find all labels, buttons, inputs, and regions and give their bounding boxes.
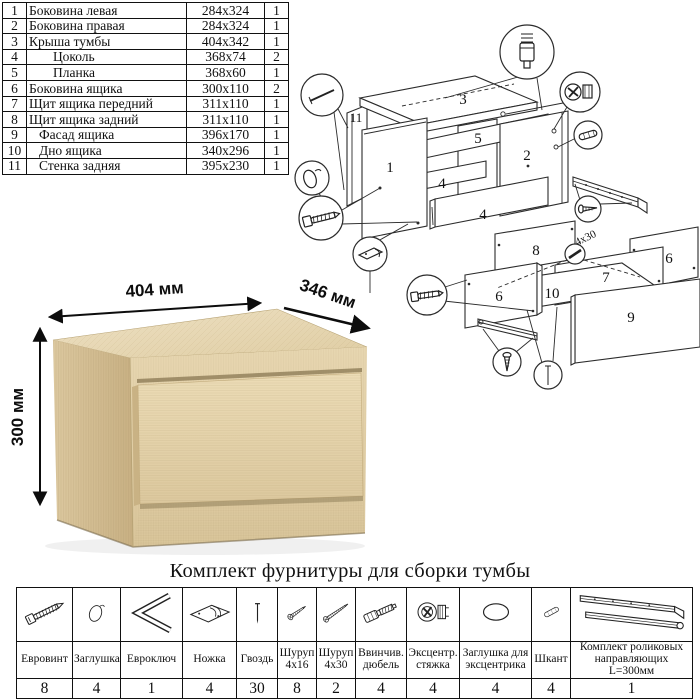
- part-size: 340x296: [187, 143, 265, 159]
- part-size: 300x110: [187, 80, 265, 96]
- diagram-label: 7: [602, 270, 610, 286]
- hardware-qty: 4: [183, 678, 237, 698]
- hex-key-icon: [123, 588, 181, 636]
- part-qty: 1: [265, 3, 289, 19]
- part-size: 396x170: [187, 127, 265, 143]
- part-num: 4: [3, 49, 27, 65]
- hardware-qty: 8: [278, 678, 317, 698]
- hardware-icon-cell: [356, 588, 407, 642]
- nail-icon: [239, 588, 276, 636]
- part-size: 404x342: [187, 34, 265, 50]
- threaded-dowel-icon: [357, 588, 405, 636]
- part-qty: 1: [265, 96, 289, 112]
- width-arrow: [50, 303, 260, 317]
- hardware-label: Ввинчив. дюбель: [356, 642, 407, 679]
- table-row: [3, 127, 289, 143]
- part-num: 10: [3, 143, 27, 159]
- hardware-qty: 4: [407, 678, 460, 698]
- hardware-label: Заглушка для эксцентрика: [460, 642, 532, 679]
- part-name: Боковина левая: [27, 3, 187, 19]
- hardware-qty: 30: [237, 678, 278, 698]
- cam-cover-icon: [466, 588, 526, 636]
- nail-callout-2: [527, 307, 562, 389]
- part-size: 311x110: [187, 96, 265, 112]
- hardware-icon-cell: [571, 588, 693, 642]
- table-row: [3, 3, 289, 19]
- part-size: 284x324: [187, 18, 265, 34]
- table-row: [3, 34, 289, 50]
- hardware-icon-cell: [17, 588, 73, 642]
- table-row: [3, 49, 289, 65]
- table-row: [3, 112, 289, 128]
- part-num: 7: [3, 96, 27, 112]
- table-row: [3, 96, 289, 112]
- part-qty: 1: [265, 112, 289, 128]
- part-name: Дно ящика: [27, 143, 187, 159]
- table-row: [3, 158, 289, 174]
- hardware-icon-cell: [460, 588, 532, 642]
- diagram-label: 1: [386, 160, 394, 176]
- hardware-icon-cell: [237, 588, 278, 642]
- part-num: 9: [3, 127, 27, 143]
- width-dimension-label: 404 мм: [124, 278, 185, 302]
- part-name: Крыша тумбы: [27, 34, 187, 50]
- diagram-label: 11: [349, 110, 363, 125]
- hardware-qty: 4: [356, 678, 407, 698]
- hardware-label: Шкант: [532, 642, 571, 679]
- table-row: [3, 143, 289, 159]
- part-name: Стенка задняя: [27, 158, 187, 174]
- hardware-label-row: [17, 642, 693, 679]
- part-size: 395x230: [187, 158, 265, 174]
- part-num: 5: [3, 65, 27, 81]
- cam-lock-icon: [565, 84, 592, 100]
- part-name: Щит ящика передний: [27, 96, 187, 112]
- hardware-label: Ножка: [183, 642, 237, 679]
- part-name: Боковина ящика: [27, 80, 187, 96]
- diagram-label: 3: [459, 92, 467, 108]
- hardware-label: Шуруп 4x30: [317, 642, 356, 679]
- part-name: Боковина правая: [27, 18, 187, 34]
- part-name: Планка: [27, 65, 187, 81]
- height-dimension-label: 300 мм: [8, 387, 27, 447]
- hardware-icon-cell: [532, 588, 571, 642]
- part-qty: 1: [265, 158, 289, 174]
- diagram-label: 4x30: [573, 228, 599, 249]
- cam-lock-icon: [408, 588, 458, 636]
- diagram-label: 8: [532, 243, 540, 259]
- screw-small-icon: [280, 588, 315, 636]
- panel-side-left-1: [362, 118, 427, 239]
- part-qty: 1: [265, 18, 289, 34]
- diagram-label: 10: [544, 286, 560, 302]
- hardware-kit-title: Комплект фурнитуры для сборки тумбы: [169, 560, 531, 582]
- table-row: [3, 80, 289, 96]
- foot-icon: [185, 588, 235, 636]
- hardware-icon-cell: [278, 588, 317, 642]
- hardware-icon-cell: [317, 588, 356, 642]
- diagram-label: 5: [474, 131, 482, 147]
- hardware-label: Шуруп 4x16: [278, 642, 317, 679]
- hardware-qty: 4: [73, 678, 121, 698]
- nightstand-image: [53, 309, 367, 547]
- hardware-label: Эксцентр. стяжка: [407, 642, 460, 679]
- hardware-icon-cell: [73, 588, 121, 642]
- drawer-rail: [478, 319, 537, 340]
- hardware-qty: 8: [17, 678, 73, 698]
- part-num: 11: [3, 158, 27, 174]
- part-qty: 1: [265, 34, 289, 50]
- diagram-label: 2: [523, 148, 531, 164]
- table-row: [3, 65, 289, 81]
- part-size: 368x60: [187, 65, 265, 81]
- part-name: Фасад ящика: [27, 127, 187, 143]
- hardware-label: Гвоздь: [237, 642, 278, 679]
- hardware-qty: 4: [532, 678, 571, 698]
- part-num: 3: [3, 34, 27, 50]
- hardware-icon-cell: [407, 588, 460, 642]
- panel-drawer-side-left-6: [465, 263, 542, 328]
- part-qty: 1: [265, 65, 289, 81]
- hardware-kit-table: [16, 587, 693, 699]
- diagram-label: 4: [438, 176, 446, 192]
- product-render: [0, 272, 392, 564]
- hardware-icon-cell: [183, 588, 237, 642]
- hardware-qty-row: [17, 678, 693, 698]
- diagram-label: 6: [665, 251, 673, 267]
- part-name: Цоколь: [27, 49, 187, 65]
- part-num: 6: [3, 80, 27, 96]
- screw-large-icon: [319, 588, 354, 636]
- diagram-label: 4: [479, 207, 487, 223]
- confirmat-screw-icon: [19, 588, 71, 636]
- part-num: 8: [3, 112, 27, 128]
- drawer-slides-icon: [573, 588, 691, 636]
- diagram-label: 6: [495, 289, 503, 305]
- part-num: 2: [3, 18, 27, 34]
- hardware-label: Заглушка: [73, 642, 121, 679]
- hardware-qty: 1: [121, 678, 183, 698]
- part-qty: 2: [265, 49, 289, 65]
- hardware-icon-row: [17, 588, 693, 642]
- parts-table: [2, 2, 289, 175]
- part-qty: 2: [265, 80, 289, 96]
- plug-callout: [295, 161, 329, 199]
- hardware-label: Евроключ: [121, 642, 183, 679]
- hardware-label: Евровинт: [17, 642, 73, 679]
- hardware-icon-cell: [121, 588, 183, 642]
- plug-icon: [75, 588, 119, 636]
- part-size: 284x324: [187, 3, 265, 19]
- part-name: Щит ящика задний: [27, 112, 187, 128]
- part-qty: 1: [265, 143, 289, 159]
- depth-dimension-label: 346 мм: [297, 275, 359, 313]
- table-row: [3, 18, 289, 34]
- part-num: 1: [3, 3, 27, 19]
- hardware-label: Комплект роликовых направляющих L=300мм: [571, 642, 693, 679]
- wood-dowel-icon: [534, 588, 569, 636]
- hardware-qty: 2: [317, 678, 356, 698]
- part-size: 368x74: [187, 49, 265, 65]
- hardware-qty: 1: [571, 678, 693, 698]
- diagram-label: 9: [627, 310, 635, 326]
- hardware-qty: 4: [460, 678, 532, 698]
- part-qty: 1: [265, 127, 289, 143]
- part-size: 311x110: [187, 112, 265, 128]
